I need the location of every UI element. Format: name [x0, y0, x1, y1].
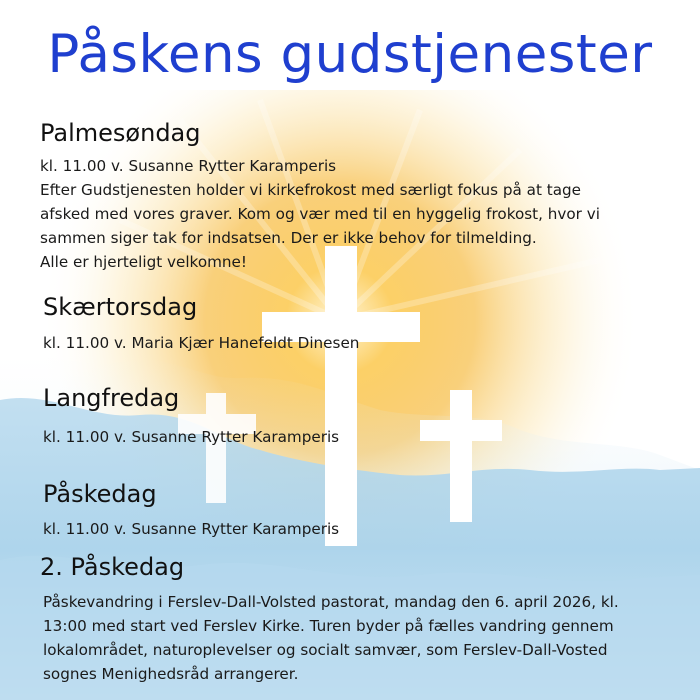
text-line: Alle er hjerteligt velkomne!	[40, 253, 247, 271]
section-text-skaertorsdag	[43, 331, 359, 355]
section-heading-skaertorsdag: Skærtorsdag	[43, 293, 198, 321]
text-line: kl. 11.00 v. Susanne Rytter Karamperis	[40, 157, 337, 175]
text-line: afsked med vores graver. Kom og vær med til en hyggelig frokost, hvor vi	[40, 205, 600, 223]
section-text-langfredag	[43, 425, 339, 449]
text-line: 13:00 med start ved Ferslev Kirke. Turen byder på fælles vandring gennem	[43, 617, 614, 635]
section-heading-langfredag: Langfredag	[43, 384, 180, 412]
section-heading-palmesondag: Palmesøndag	[40, 119, 201, 147]
text-line: Påskevandring i Ferslev-Dall-Volsted pastorat, mandag den 6. april 2026, kl.	[43, 593, 619, 611]
section-heading-anden-paaskedag: 2. Påskedag	[40, 553, 185, 581]
text-line: Efter Gudstjenesten holder vi kirkefrokost med særligt fokus på at tage	[40, 181, 582, 199]
text-line: kl. 11.00 v. Susanne Rytter Karamperis	[43, 520, 340, 538]
text-line: lokalområdet, naturoplevelser og socialt samvær, som Ferslev-Dall-Vosted	[43, 641, 608, 659]
section-heading-paaskedag: Påskedag	[43, 480, 157, 508]
text-line: sammen siger tak for indsatsen. Der er ikke behov for tilmelding.	[40, 229, 537, 247]
section-text-palmesondag	[40, 154, 600, 274]
text-line: sognes Menighedsråd arrangerer.	[43, 665, 299, 683]
section-text-anden-paaskedag	[43, 590, 619, 686]
page-title: Påskens gudstjenester	[47, 24, 653, 85]
text-line: kl. 11.00 v. Susanne Rytter Karamperis	[43, 428, 340, 446]
section-text-paaskedag	[43, 517, 339, 541]
text-line: kl. 11.00 v. Maria Kjær Hanefeldt Dinesen	[43, 334, 360, 352]
